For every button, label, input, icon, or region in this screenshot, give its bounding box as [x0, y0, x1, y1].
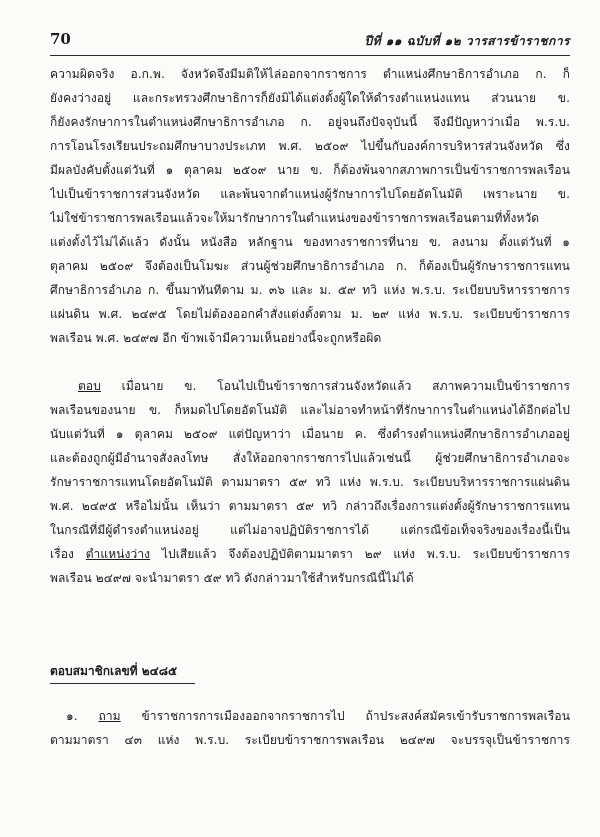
paragraph-line: ยังคงว่างอยู่ และกระทรวงศึกษาธิการก็ยังมิได้แต่งตั้งผู้ใดให้ดำรงตำแหน่งแทน ส่วนนาย ข.	[50, 91, 570, 105]
paragraph-line: แต่งตั้งไว้ไม่ได้แล้ว ดังนั้น หนังสือ หลักฐาน ของทางราชการที่นาย ข. ลงนาม ตั้งแต่วันที่ ๑	[50, 235, 570, 249]
section-heading: ตอบสมาชิกเลขที่ ๒๔๘๕	[50, 664, 178, 678]
paragraph-line: แผ่นดิน พ.ศ. ๒๔๙๕ โดยไม่ต้องออกคำสั่งแต่งตั้งตาม ม. ๒๙ แห่ง พ.ร.บ. ระเบียบข้าราชการ	[50, 307, 570, 321]
paragraph-line: ไม่ใช่ข้าราชการพลเรือนแล้วจะให้มารักษาการในตำแหน่งของข้าราชการพลเรือนตามที่ทั้งหวัด	[50, 211, 540, 225]
answer-text: เรื่อง	[50, 547, 86, 561]
answer-text: ไปเสียแล้ว จึงต้องปฏิบัติตามมาตรา ๒๙ แห่ง พ.ร.บ. ระเบียบข้าราชการ	[150, 547, 570, 561]
section-heading-rule	[50, 683, 195, 684]
question-text: ข้าราชการการเมืองออกจากราชการไป ถ้าประสงค์สมัครเข้ารับราชการพลเรือน	[120, 709, 570, 723]
paragraph-line: ศึกษาธิการอำเภอ ก. ขึ้นมาทันทีตาม ม. ๓๖ และ ม. ๕๙ ทวิ แห่ง พ.ร.บ. ระเบียบบริหารราชการ	[50, 283, 570, 297]
question-line: ตามมาตรา ๔๓ แห่ง พ.ร.บ. ระเบียบข้าราชการพลเรือน ๒๔๙๗ จะบรรจุเป็นข้าราชการ	[50, 733, 570, 747]
answer-line: รักษาราชการแทนโดยอัตโนมัติ ตามมาตรา ๕๙ ทวิ แห่ง พ.ร.บ. ระเบียบบริหารราชการแผ่นดิน	[50, 475, 570, 489]
page-number: 70	[50, 30, 71, 48]
answer-label: ตอบ	[78, 379, 101, 393]
page-header	[50, 30, 570, 60]
answer-line: พลเรือนของนาย ข. ก็หมดไปโดยอัตโนมัติ และไม่อาจทำหน้าที่รักษาการในตำแหน่งได้อีกต่อไป	[50, 403, 570, 417]
running-head: ปีที่ ๑๑ ฉบับที่ ๑๒ วารสารข้าราชการ	[364, 34, 570, 48]
question-line	[66, 708, 570, 724]
answer-line: พ.ศ. ๒๔๙๕ หรือไม่นั้น เห็นว่า ตามมาตรา ๕๙ ทวิ กล่าวถึงเรื่องการแต่งตั้งผู้รักษาราชการแทน	[50, 499, 570, 513]
paragraph-line: พลเรือน พ.ศ. ๒๔๙๗ อีก ข้าพเจ้ามีความเห็นอย่างนี้จะถูกหรือผิด	[50, 331, 382, 345]
question-label: ถาม	[98, 709, 121, 723]
answer-line	[78, 378, 570, 394]
header-rule	[50, 55, 570, 56]
answer-line: นับแต่วันที่ ๑ ตุลาคม ๒๕๐๙ แต่ปัญหาว่า เมื่อนาย ค. ซึ่งดำรงตำแหน่งศึกษาธิการอำเภออยู่	[50, 427, 570, 441]
answer-line: พลเรือน ๒๔๙๗ จะนำมาตรา ๕๙ ทวิ ดังกล่าวมาใช้สำหรับกรณีนี้ไม่ได้	[50, 571, 414, 585]
paragraph-line: การโอนโรงเรียนประถมศึกษาบางประเภท พ.ศ. ๒๕๐๙ ไปขึ้นกับองค์การบริหารส่วนจังหวัด ซึ่ง	[50, 139, 570, 153]
answer-text: เมื่อนาย ข. โอนไปเป็นข้าราชการส่วนจังหวัดแล้ว สภาพความเป็นข้าราชการ	[100, 379, 570, 393]
answer-line: และต้องถูกผู้มีอำนาจสั่งลงโทษ สั่งให้ออกจากราชการไปแล้วเช่นนี้ ผู้ช่วยศึกษาธิการอำเภอจะ	[50, 451, 570, 465]
paragraph-line: ก็ยังคงรักษาการในตำแหน่งศึกษาธิการอำเภอ ก. อยู่จนถึงปัจจุบันนี้ จึงมีปัญหาว่าเมื่อ พ.ร.บ.	[50, 115, 570, 129]
paragraph-line: ตุลาคม ๒๕๐๙ จึงต้องเป็นโมฆะ ส่วนผู้ช่วยศึกษาธิการอำเภอ ก. ก็ต้องเป็นผู้รักษาราชการแทน	[50, 259, 570, 273]
item-number: ๑.	[66, 709, 78, 723]
paragraph-line: มีผลบังคับตั้งแต่วันที่ ๑ ตุลาคม ๒๕๐๙ นาย ข. ก็ต้องพ้นจากสภาพการเป็นข้าราชการพลเรือน	[50, 163, 570, 177]
paragraph-line: ไปเป็นข้าราชการส่วนจังหวัด และพ้นจากตำแหน่งผู้รักษาการไปโดยอัตโนมัติ เพราะนาย ข.	[50, 187, 570, 201]
underlined-phrase: ตำแหน่งว่าง	[85, 547, 151, 561]
paragraph-line: ความผิดจริง อ.ก.พ. จังหวัดจึงมีมติให้ไล่ออกจากราชการ ตำแหน่งศึกษาธิการอำเภอ ก. ก็	[50, 67, 570, 81]
answer-line: ในกรณีที่มีผู้ดำรงตำแหน่งอยู่ แต่ไม่อาจปฏิบัติราชการได้ แต่กรณีข้อเท็จจริงของเรื่องนี้เป็น	[50, 523, 570, 537]
answer-line	[50, 546, 570, 562]
